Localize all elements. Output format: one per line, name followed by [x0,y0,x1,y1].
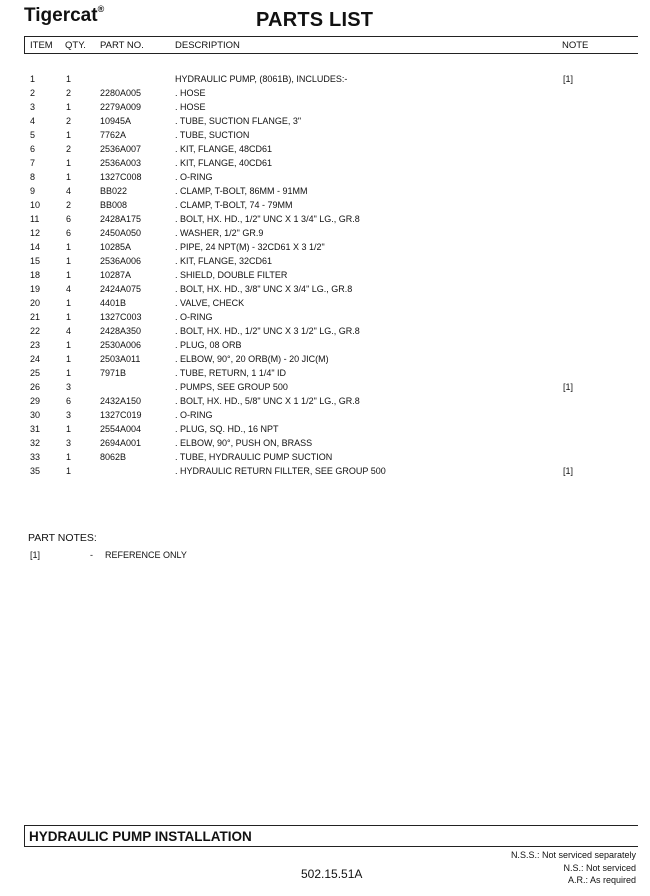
cell-qty: 1 [66,354,72,364]
table-row [0,144,640,158]
table-row [0,74,640,88]
brand-logo [24,5,104,27]
table-row [0,312,640,326]
cell-description: . TUBE, HYDRAULIC PUMP SUCTION [175,452,333,462]
cell-description: . O-RING [175,172,213,182]
cell-qty: 1 [66,340,72,350]
cell-qty: 1 [66,102,72,112]
cell-description: . TUBE, RETURN, 1 1/4" ID [175,368,287,378]
cell-description: . PLUG, 08 ORB [175,340,242,350]
cell-item: 24 [30,354,41,364]
cell-description: . HOSE [175,102,206,112]
table-row [0,88,640,102]
cell-part-no: 2536A006 [100,256,142,266]
cell-part-no: 2694A001 [100,438,142,448]
column-header-note: NOTE [562,40,589,51]
cell-qty: 3 [66,438,72,448]
column-header-item: ITEM [30,40,53,51]
table-row [0,242,640,256]
table-row [0,172,640,186]
table-row [0,424,640,438]
cell-part-no: 2279A009 [100,102,142,112]
table-row [0,410,640,424]
cell-item: 1 [30,74,36,84]
cell-part-no: 2432A150 [100,396,142,406]
legend-line: N.S.S.: Not serviced separately [510,850,636,860]
cell-part-no: 8062B [100,452,127,462]
cell-part-no: 2428A175 [100,214,142,224]
table-row [0,438,640,452]
cell-item: 6 [30,144,36,154]
table-row [0,466,640,480]
cell-qty: 1 [66,130,72,140]
cell-item: 29 [30,396,41,406]
cell-description: . VALVE, CHECK [175,298,245,308]
cell-description: . CLAMP, T-BOLT, 86MM - 91MM [175,186,308,196]
table-row [0,354,640,368]
cell-part-no: 10285A [100,242,132,252]
cell-item: 23 [30,340,41,350]
cell-qty: 6 [66,214,72,224]
cell-item: 5 [30,130,36,140]
cell-note: [1] [563,466,574,476]
cell-qty: 3 [66,410,72,420]
cell-qty: 2 [66,116,72,126]
table-row [0,214,640,228]
cell-description: . ELBOW, 90°, 20 ORB(M) - 20 JIC(M) [175,354,329,364]
column-header-qty: QTY. [65,40,86,51]
cell-description: . PIPE, 24 NPT(M) - 32CD61 X 3 1/2" [175,242,325,252]
page-number: 502.15.51A [301,867,363,881]
cell-item: 20 [30,298,41,308]
cell-qty: 1 [66,74,72,84]
note-text: REFERENCE ONLY [105,550,187,560]
cell-description: . PUMPS, SEE GROUP 500 [175,382,288,392]
cell-part-no: 2428A350 [100,326,142,336]
cell-item: 15 [30,256,41,266]
cell-description: . BOLT, HX. HD., 1/2" UNC X 3 1/2" LG., GR.8 [175,326,360,336]
cell-item: 26 [30,382,41,392]
cell-description: . TUBE, SUCTION [175,130,250,140]
cell-description: . HYDRAULIC RETURN FILLTER, SEE GROUP 500 [175,466,386,476]
table-row [0,382,640,396]
cell-item: 32 [30,438,41,448]
cell-description: . BOLT, HX. HD., 3/8" UNC X 3/4" LG., GR.8 [175,284,353,294]
cell-description: . BOLT, HX. HD., 5/8" UNC X 1 1/2" LG., GR.8 [175,396,360,406]
legend-line: N.S.: Not serviced [563,862,636,873]
table-row [0,256,640,270]
cell-item: 11 [30,214,40,224]
table-row [0,298,640,312]
cell-item: 19 [30,284,41,294]
cell-description: . BOLT, HX. HD., 1/2" UNC X 1 3/4" LG., GR.8 [175,214,360,224]
abbreviation-legend [511,849,636,887]
cell-description: . CLAMP, T-BOLT, 74 - 79MM [175,200,293,210]
cell-part-no: 10287A [100,270,132,280]
table-row [0,284,640,298]
table-row [0,186,640,200]
cell-part-no: 1327C008 [100,172,142,182]
cell-item: 31 [30,424,41,434]
cell-item: 14 [30,242,41,252]
cell-description: . O-RING [175,312,213,322]
cell-part-no: 2450A050 [100,228,142,238]
column-header-description: DESCRIPTION [175,40,240,51]
cell-part-no: 2536A003 [100,158,142,168]
cell-qty: 1 [66,172,72,182]
cell-qty: 1 [66,452,72,462]
legend-line: A.R.: As required [567,875,636,885]
cell-description: . HOSE [175,88,206,98]
cell-item: 3 [30,102,36,112]
cell-part-no: 7762A [100,130,127,140]
table-row [0,116,640,130]
cell-description: HYDRAULIC PUMP, (8061B), INCLUDES:- [175,74,348,84]
table-row [0,102,640,116]
note-ref: [1] [30,550,41,560]
cell-item: 2 [30,88,36,98]
cell-description: . WASHER, 1/2" GR.9 [175,228,264,238]
note-dash: - [90,550,93,560]
cell-description: . KIT, FLANGE, 40CD61 [175,158,273,168]
page-title: PARTS LIST [256,9,374,31]
cell-description: . O-RING [175,410,213,420]
cell-part-no: 4401B [100,298,127,308]
cell-note: [1] [563,382,574,392]
table-row [0,326,640,340]
table-row [0,368,640,382]
cell-item: 8 [30,172,36,182]
cell-note: [1] [563,74,574,84]
cell-item: 12 [30,228,41,238]
section-title: HYDRAULIC PUMP INSTALLATION [29,829,252,844]
cell-part-no: 2424A075 [100,284,142,294]
cell-item: 7 [30,158,36,168]
table-row [0,270,640,284]
cell-item: 21 [30,312,41,322]
cell-qty: 1 [66,242,72,252]
cell-item: 9 [30,186,36,196]
cell-qty: 1 [66,424,72,434]
table-row [0,396,640,410]
cell-part-no: 2536A007 [100,144,142,154]
cell-part-no: 2503A011 [100,354,141,364]
cell-description: . ELBOW, 90°, PUSH ON, BRASS [175,438,313,448]
cell-qty: 6 [66,228,72,238]
cell-qty: 6 [66,396,72,406]
cell-qty: 2 [66,144,72,154]
cell-description: . PLUG, SQ. HD., 16 NPT [175,424,279,434]
part-notes-title: PART NOTES: [28,532,97,544]
table-row [0,130,640,144]
cell-part-no: 1327C003 [100,312,142,322]
cell-qty: 1 [66,270,72,280]
cell-description: . KIT, FLANGE, 48CD61 [175,144,273,154]
cell-item: 10 [30,200,41,210]
cell-qty: 3 [66,382,72,392]
column-header-part-no: PART NO. [100,40,144,51]
cell-part-no: 7971B [100,368,127,378]
table-row [0,200,640,214]
cell-qty: 1 [66,298,72,308]
cell-item: 25 [30,368,41,378]
cell-item: 18 [30,270,41,280]
cell-part-no: 10945A [100,116,132,126]
table-row [0,452,640,466]
cell-description: . KIT, FLANGE, 32CD61 [175,256,273,266]
cell-item: 30 [30,410,41,420]
cell-qty: 1 [66,312,72,322]
cell-qty: 1 [66,158,72,168]
cell-qty: 1 [66,256,72,266]
cell-item: 4 [30,116,36,126]
cell-part-no: 2280A005 [100,88,142,98]
cell-qty: 4 [66,284,72,294]
cell-qty: 2 [66,88,72,98]
cell-qty: 4 [66,326,72,336]
brand-name: Tigercat [24,5,98,26]
cell-part-no: BB008 [100,200,128,210]
cell-part-no: 2554A004 [100,424,142,434]
cell-qty: 1 [66,368,72,378]
table-row [0,228,640,242]
cell-part-no: 1327C019 [100,410,142,420]
cell-part-no: BB022 [100,186,128,196]
table-row [0,158,640,172]
cell-qty: 1 [66,466,72,476]
cell-description: . TUBE, SUCTION FLANGE, 3" [175,116,302,126]
registered-mark: ® [97,3,105,14]
cell-item: 35 [30,466,41,476]
cell-description: . SHIELD, DOUBLE FILTER [175,270,288,280]
cell-qty: 4 [66,186,72,196]
cell-item: 22 [30,326,41,336]
cell-qty: 2 [66,200,72,210]
table-row [0,340,640,354]
cell-item: 33 [30,452,41,462]
cell-part-no: 2530A006 [100,340,142,350]
